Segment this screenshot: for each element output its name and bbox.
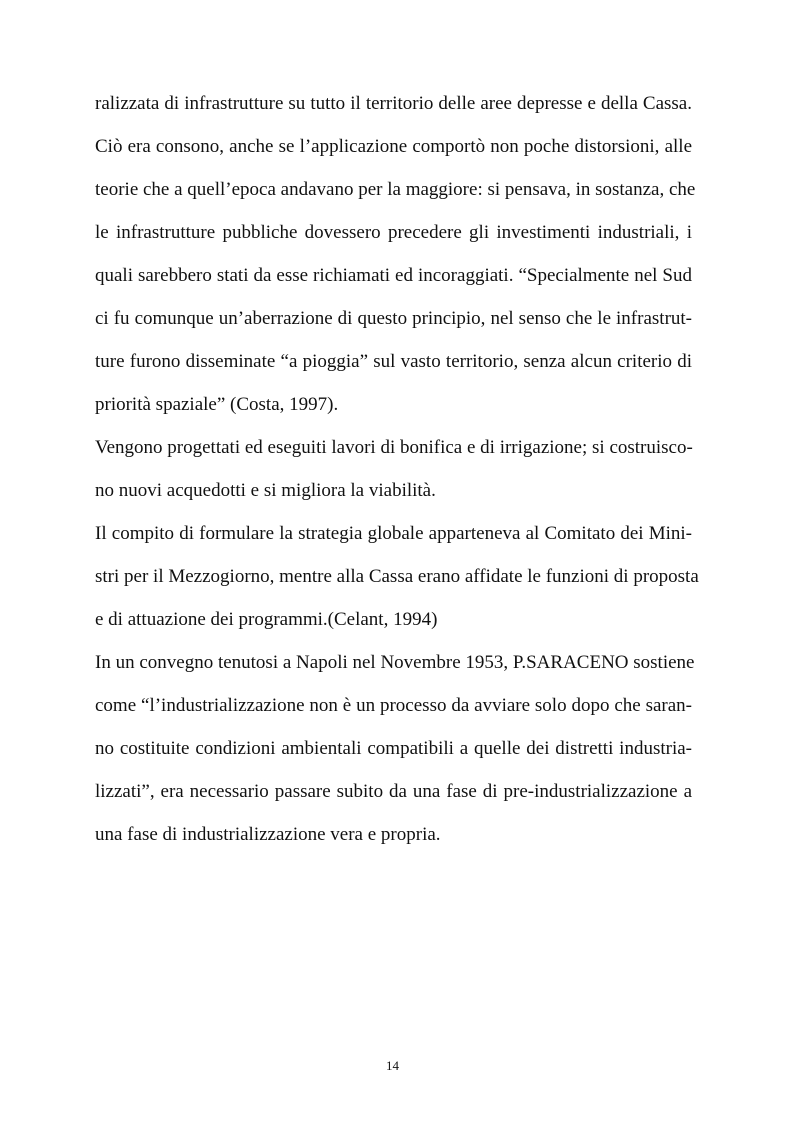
text-line: lizzati”, era necessario passare subito da una fase di pre-industrializzazione a	[95, 781, 692, 802]
page-number: 14	[386, 1058, 399, 1073]
text-line: Vengono progettati ed eseguiti lavori di bonifica e di irrigazione; si costruisco-	[95, 437, 693, 458]
text-line: Il compito di formulare la strategia globale apparteneva al Comitato dei Mini-	[95, 523, 692, 544]
text-line: priorità spaziale” (Costa, 1997).	[95, 394, 339, 415]
text-line: le infrastrutture pubbliche dovessero precedere gli investimenti industriali, i	[95, 222, 692, 243]
text-line: stri per il Mezzogiorno, mentre alla Cassa erano affidate le funzioni di proposta	[95, 566, 699, 587]
text-line: come “l’industrializzazione non è un processo da avviare solo dopo che saran-	[95, 695, 692, 716]
text-line: no costituite condizioni ambientali compatibili a quelle dei distretti industria-	[95, 738, 692, 759]
text-line: e di attuazione dei programmi.(Celant, 1994)	[95, 609, 438, 630]
text-line: ci fu comunque un’aberrazione di questo principio, nel senso che le infrastrut-	[95, 308, 692, 329]
text-line: no nuovi acquedotti e si migliora la viabilità.	[95, 480, 436, 501]
text-line: ralizzata di infrastrutture su tutto il territorio delle aree depresse e della Cassa.	[95, 93, 692, 114]
text-line: teorie che a quell’epoca andavano per la maggiore: si pensava, in sostanza, che	[95, 179, 696, 200]
text-line: quali sarebbero stati da esse richiamati ed incoraggiati. “Specialmente nel Sud	[95, 265, 692, 286]
text-line: Ciò era consono, anche se l’applicazione comportò non poche distorsioni, alle	[95, 136, 692, 157]
text-line: In un convegno tenutosi a Napoli nel Novembre 1953, P.SARACENO sostiene	[95, 652, 695, 673]
text-line: ture furono disseminate “a pioggia” sul vasto territorio, senza alcun criterio di	[95, 351, 692, 372]
text-line: una fase di industrializzazione vera e propria.	[95, 824, 441, 845]
